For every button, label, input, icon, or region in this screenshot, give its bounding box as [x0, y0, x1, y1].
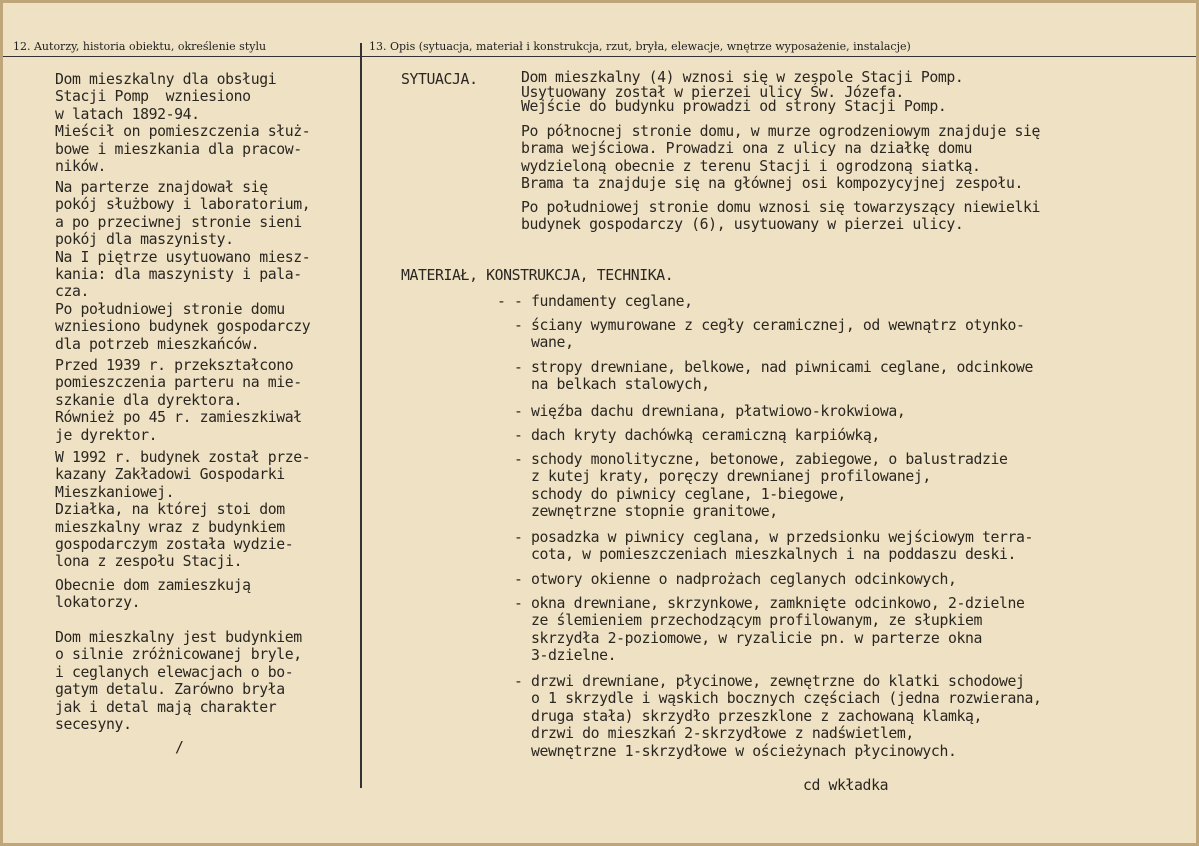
history-paragraph-6: Dom mieszkalny jest budynkiem o silnie zróżnicowanej bryle, i ceglanych elewacjach o bo- gatym detalu. Zarówno bryła jak i detal mają charakter secesyny. — [55, 629, 302, 734]
sytuacja-paragraph-3: Po południowej stronie domu wznosi się towarzyszący niewielki budynek gospodarczy (6), usytuowany w pierzei ulicy. — [521, 199, 1041, 234]
list-item: - dach kryty dachówką ceramiczną karpiówką, — [497, 427, 880, 444]
list-item: - drzwi drewniane, płycinowe, zewnętrzne do klatki schodowej o 1 skrzydle i wąskich bocznych częściach (jedna rozwierana, druga stała) skrzydło przeszklone z zachowaną klamką, drzwi do mieszkań 2-skrzydłowe z nadświetlem, wewnętrzne 1-skrzydłowe w ościeżynach płycinowych. — [514, 673, 1042, 760]
column-divider — [360, 43, 362, 788]
header-col12: 12. Autorzy, historia obiektu, określenie stylu — [13, 40, 267, 53]
list-item: - więźba dachu drewniana, płatwiowo-krokwiowa, — [497, 403, 906, 420]
list-item: - ściany wymurowane z cegły ceramicznej, od wewnątrz otynko- wane, — [514, 317, 1025, 352]
pen-mark: / — [175, 739, 184, 756]
list-item: - schody monolityczne, betonowe, zabiegowe, o balustradzie z kutej kraty, poręczy drewnianej profilowanej, schody do piwnicy ceglane, 1-biegowe, zewnętrzne stopnie granitowe, — [514, 451, 1008, 521]
history-paragraph-1: Dom mieszkalny dla obsługi Stacji Pomp wzniesiono w latach 1892-94. Mieścił on pomieszczenia służ- bowe i mieszkania dla pracow- ników. — [55, 71, 311, 176]
continuation-note: cd wkładka — [803, 777, 889, 794]
history-paragraph-4: W 1992 r. budynek został prze- kazany Zakładowi Gospodarki Mieszkaniowej. Działka, na której stoi dom mieszkalny wraz z budynkiem gospodarczym została wydzie- lona z zespołu Stacji. — [55, 449, 311, 571]
sytuacja-paragraph-1: Dom mieszkalny (4) wznosi się w zespole Stacji Pomp. Usytuowany został w pierzei ulicy Św. Józefa. Wejście do budynku prowadzi od strony Stacji Pomp. — [521, 69, 964, 115]
header-col13: 13. Opis (sytuacja, materiał i konstrukcja, rzut, bryła, elewacje, wnętrze wyposażenie, instalacje) — [369, 40, 911, 53]
header-rule — [3, 56, 1199, 57]
material-label: MATERIAŁ, KONSTRUKCJA, TECHNIKA. — [401, 267, 674, 284]
sytuacja-paragraph-2: Po północnej stronie domu, w murze ogrodzeniowym znajduje się brama wejściowa. Prowadzi ona z ulicy na działkę domu wydzieloną obecnie z terenu Stacji i ogrodzoną siatką. Brama ta znajduje się na głównej osi kompozycyjnej zespołu. — [521, 123, 1041, 193]
list-item: - posadzka w piwnicy ceglana, w przedsionku wejściowym terra- cota, w pomieszczeniach mieszkalnych i na poddaszu deski. — [514, 529, 1034, 564]
list-item: - stropy drewniane, belkowe, nad piwnicami ceglane, odcinkowe na belkach stalowych, — [514, 359, 1034, 394]
list-item: - okna drewniane, skrzynkowe, zamknięte odcinkowo, 2-dzielne ze ślemieniem przechodzącym profilowanym, ze słupkiem skrzydła 2-poziomowe, w ryzalicie pn. w parterze okna 3-dzielne. — [514, 595, 1025, 665]
list-item: - - fundamenty ceglane, — [497, 293, 693, 310]
history-paragraph-2: Na parterze znajdował się pokój służbowy i laboratorium, a po przeciwnej stronie sieni pokój dla maszynisty. Na I piętrze usytuowano miesz- kania: dla maszynisty i pala- cza. Po południowej stronie domu wzniesiono budynek gospodarczy dla potrzeb mieszkańców. — [55, 179, 311, 353]
history-paragraph-5: Obecnie dom zamieszkują lokatorzy. — [55, 577, 251, 612]
list-item: - otwory okienne o nadprożach ceglanych odcinkowych, — [497, 571, 957, 588]
sytuacja-label: SYTUACJA. — [401, 71, 478, 88]
history-paragraph-3: Przed 1939 r. przekształcono pomieszczenia parteru na mie- szkanie dla dyrektora. Również po 45 r. zamieszkiwał je dyrektor. — [55, 357, 302, 444]
